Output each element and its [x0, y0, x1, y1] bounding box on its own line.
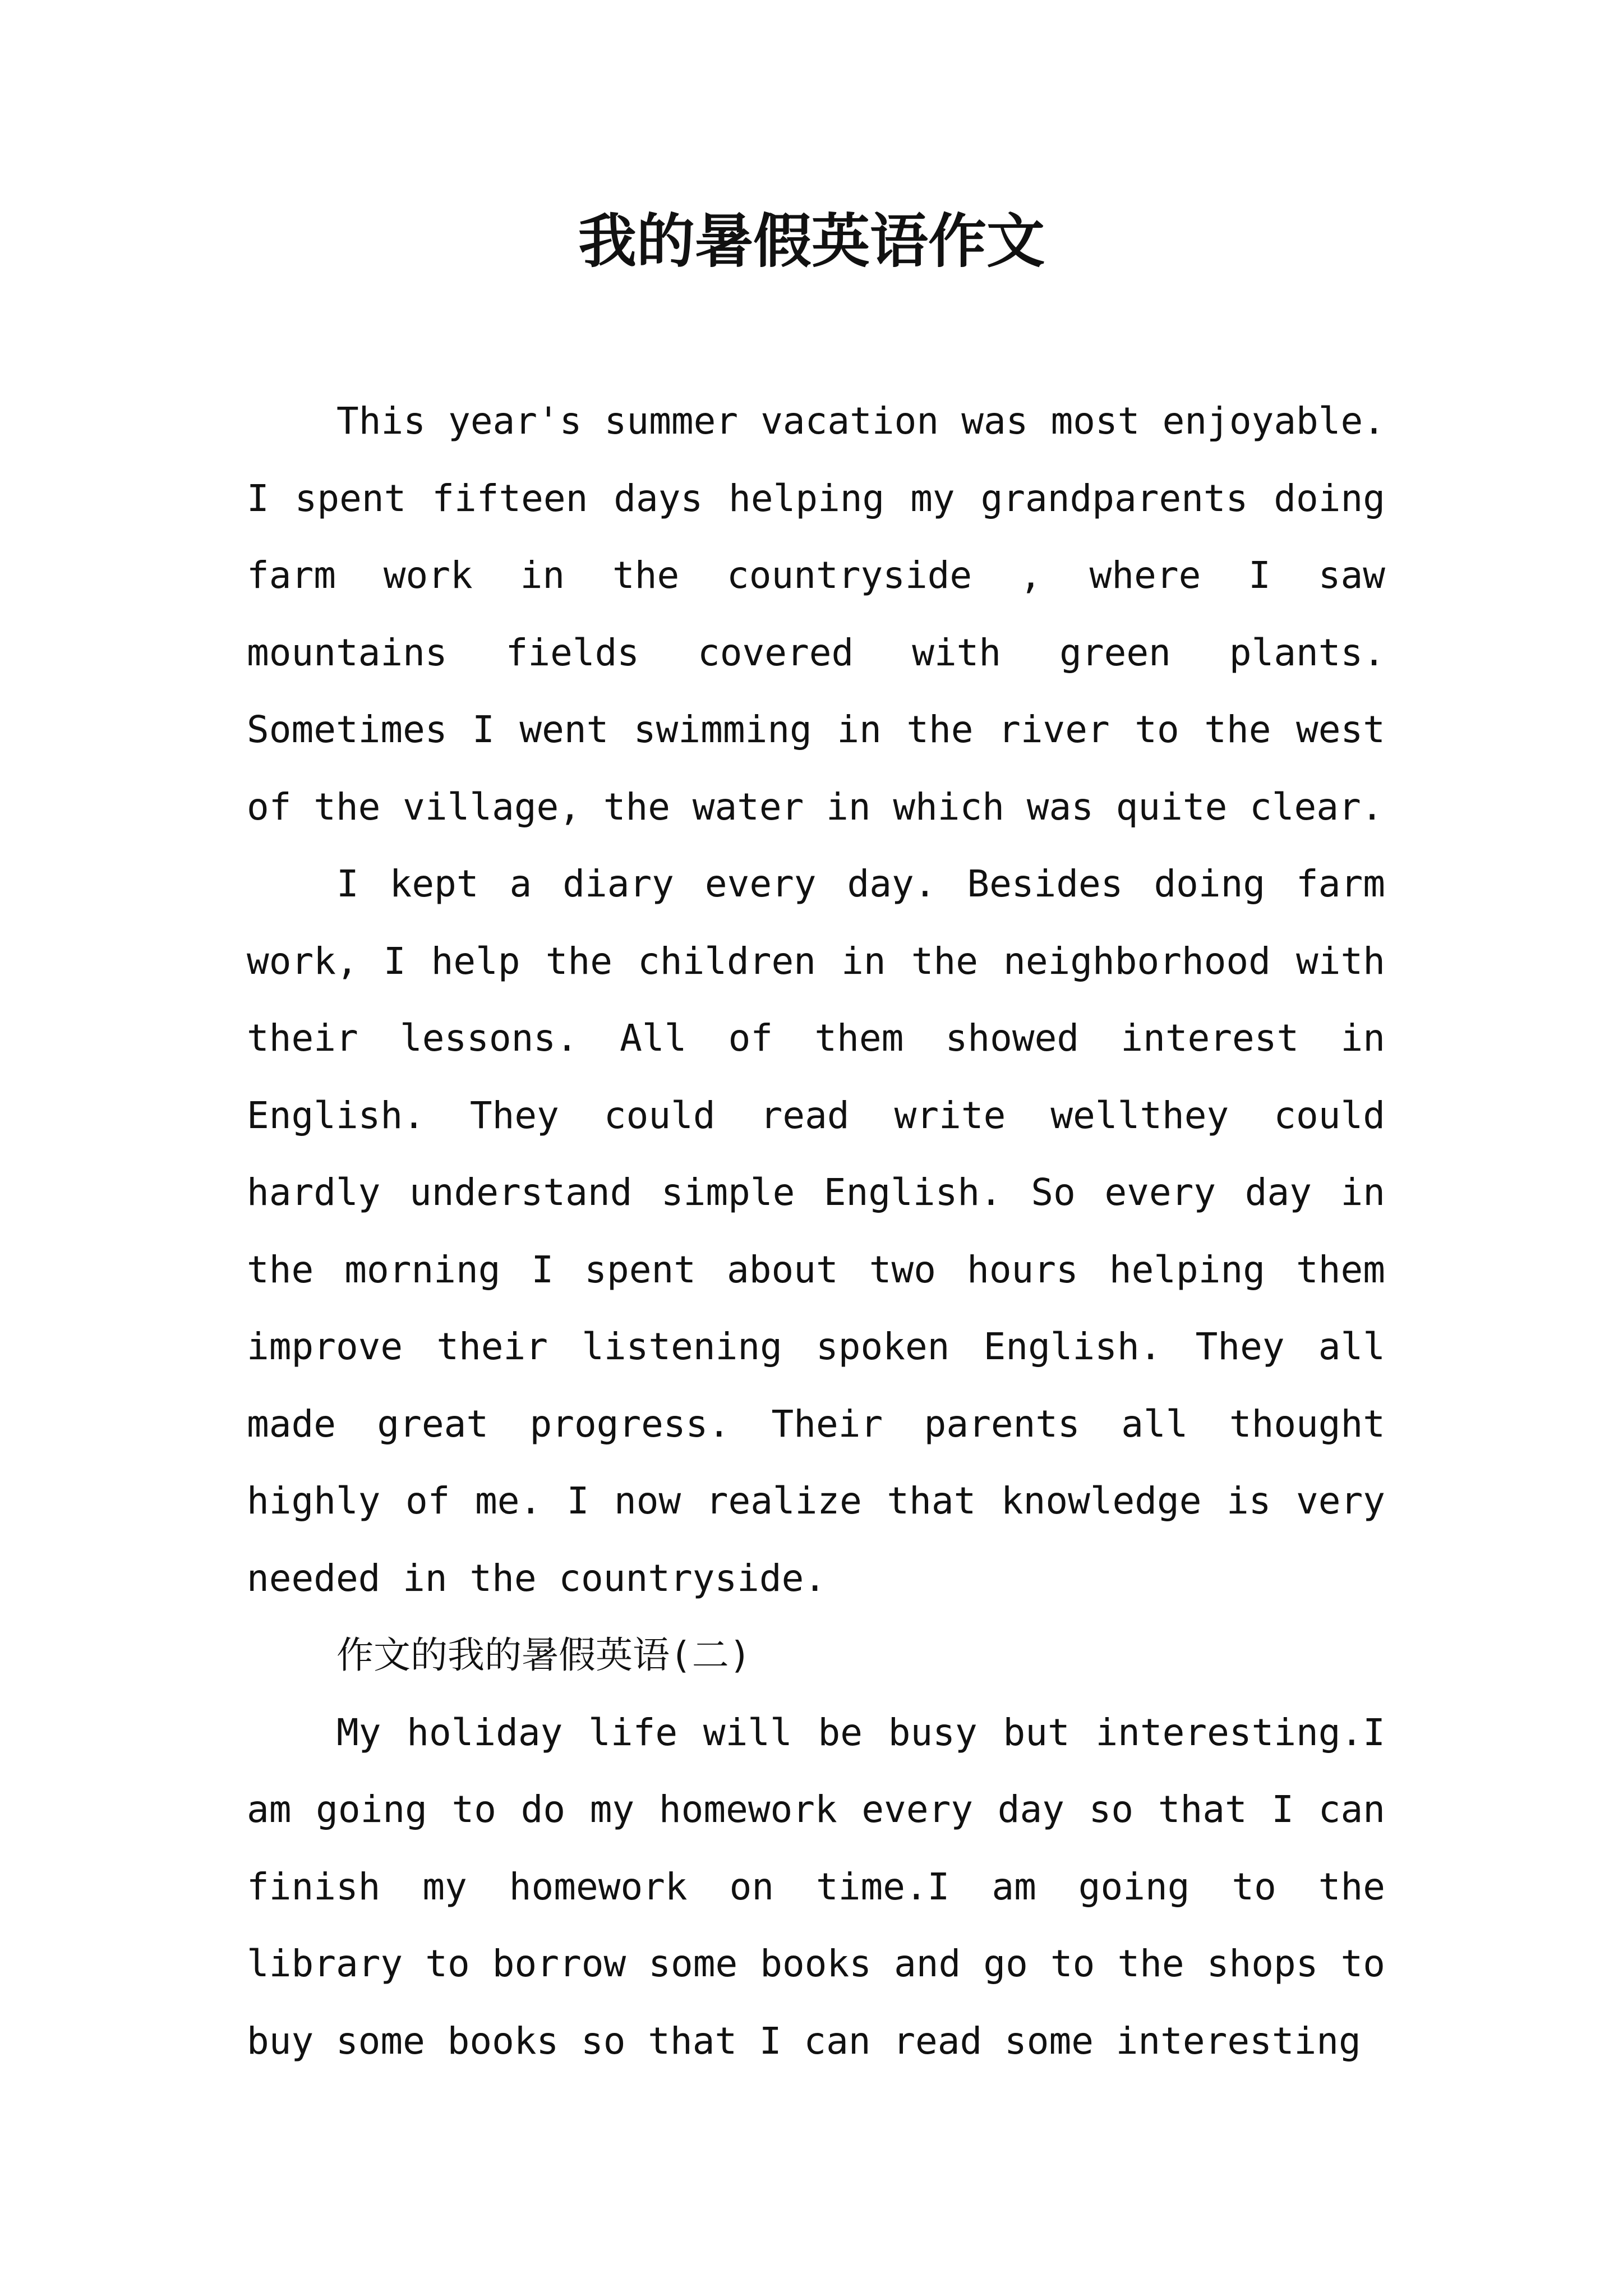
- paragraph-summer-vacation: This year's summer vacation was most enjoyable. I spent fifteen days helping my grandparents doing farm work in the countryside , where I saw mountains fields covered with green plants. Sometimes I went swimming in the river to the west of the village, the water in which was quite clear.: [247, 399, 1385, 829]
- paragraph-holiday-life: My holiday life will be busy but interesting.I am going to do my homework every day so that I can finish my homework on time.I am going to the library to borrow some books and go to the shops to buy some books so that I can read some interesting: [247, 1710, 1385, 2063]
- section-heading: 作文的我的暑假英语(二): [336, 1634, 751, 1677]
- paragraph-diary: I kept a diary every day. Besides doing farm work, I help the children in the neighborhood with their lessons. All of them showed interest in English. They could read write wellthey could hardly understand simple English. So every day in the morning I spent about two hours helping them improve their listening spoken English. They all made great progress. Their parents all thought highly of me. I now realize that knowledge is very needed in the countryside.: [247, 862, 1385, 1600]
- document-body: [247, 383, 1385, 2079]
- document-title: 我的暑假英语作文: [578, 206, 1045, 275]
